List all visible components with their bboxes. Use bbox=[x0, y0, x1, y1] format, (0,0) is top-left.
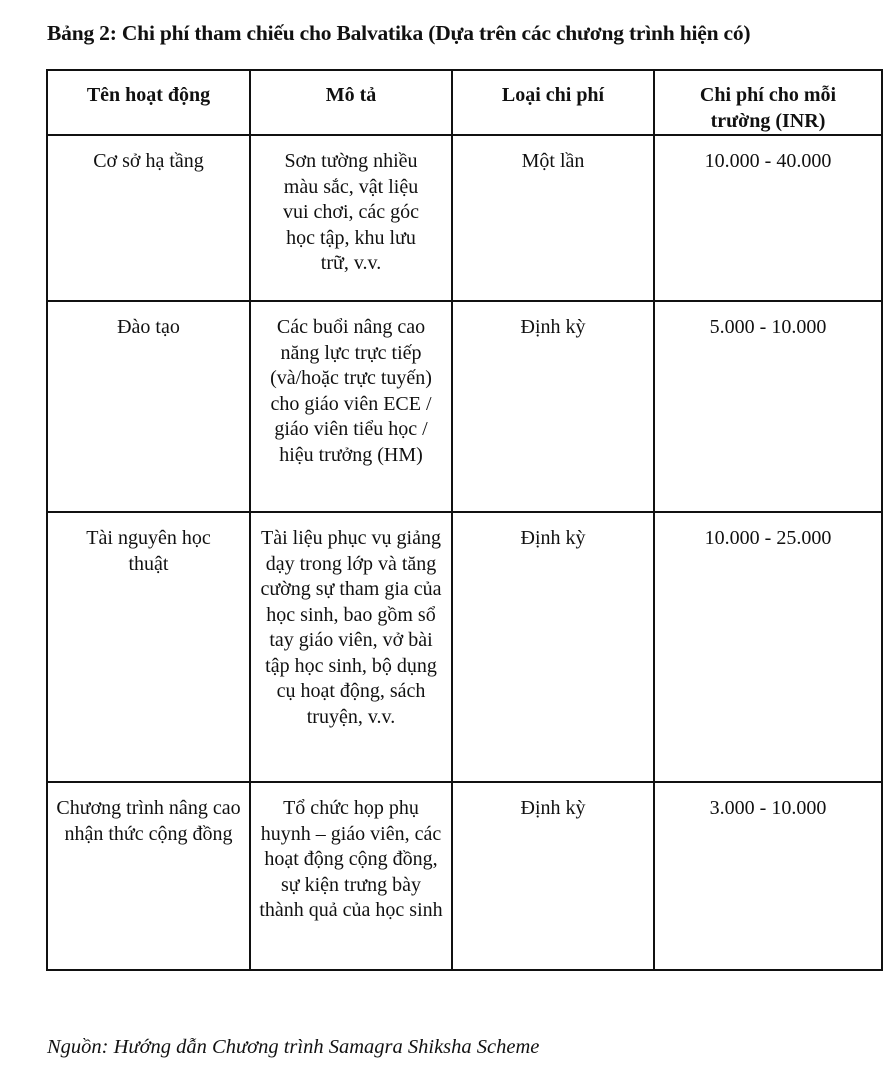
table-row bbox=[47, 512, 882, 782]
cell-cost-type: Định kỳ bbox=[452, 512, 654, 782]
header-description: Mô tả bbox=[250, 70, 452, 135]
cell-description: Các buổi nâng cao năng lực trực tiếp (và/hoặc trực tuyến) cho giáo viên ECE / giáo viên tiểu học / hiệu trưởng (HM) bbox=[250, 301, 452, 512]
table-row bbox=[47, 135, 882, 301]
header-cost: Chi phí cho mỗi trường (INR) bbox=[654, 70, 882, 135]
table-title: Bảng 2: Chi phí tham chiếu cho Balvatika (Dựa trên các chương trình hiện có) bbox=[47, 21, 751, 45]
cell-cost-type: Một lần bbox=[452, 135, 654, 301]
cell-activity: Cơ sở hạ tầng bbox=[47, 135, 250, 301]
cell-activity: Tài nguyên học thuật bbox=[47, 512, 250, 782]
table-row bbox=[47, 301, 882, 512]
source-note: Nguồn: Hướng dẫn Chương trình Samagra Shiksha Scheme bbox=[47, 1036, 540, 1058]
table-row bbox=[47, 782, 882, 970]
cell-cost: 10.000 - 25.000 bbox=[654, 512, 882, 782]
cell-activity: Đào tạo bbox=[47, 301, 250, 512]
header-cost-type: Loại chi phí bbox=[452, 70, 654, 135]
cell-description: Tổ chức họp phụ huynh – giáo viên, các hoạt động cộng đồng, sự kiện trưng bày thành quả của học sinh bbox=[250, 782, 452, 970]
cell-cost: 10.000 - 40.000 bbox=[654, 135, 882, 301]
table-header-row bbox=[47, 70, 882, 135]
header-activity: Tên hoạt động bbox=[47, 70, 250, 135]
cell-description: Tài liệu phục vụ giảng dạy trong lớp và tăng cường sự tham gia của học sinh, bao gồm sổ tay giáo viên, vở bài tập học sinh, bộ dụng cụ hoạt động, sách truyện, v.v. bbox=[250, 512, 452, 782]
cell-activity: Chương trình nâng cao nhận thức cộng đồng bbox=[47, 782, 250, 970]
cell-description: Sơn tường nhiều màu sắc, vật liệu vui chơi, các góc học tập, khu lưu trữ, v.v. bbox=[250, 135, 452, 301]
cost-table bbox=[46, 69, 883, 971]
cell-cost: 5.000 - 10.000 bbox=[654, 301, 882, 512]
cell-cost-type: Định kỳ bbox=[452, 782, 654, 970]
cell-cost-type: Định kỳ bbox=[452, 301, 654, 512]
cell-cost: 3.000 - 10.000 bbox=[654, 782, 882, 970]
